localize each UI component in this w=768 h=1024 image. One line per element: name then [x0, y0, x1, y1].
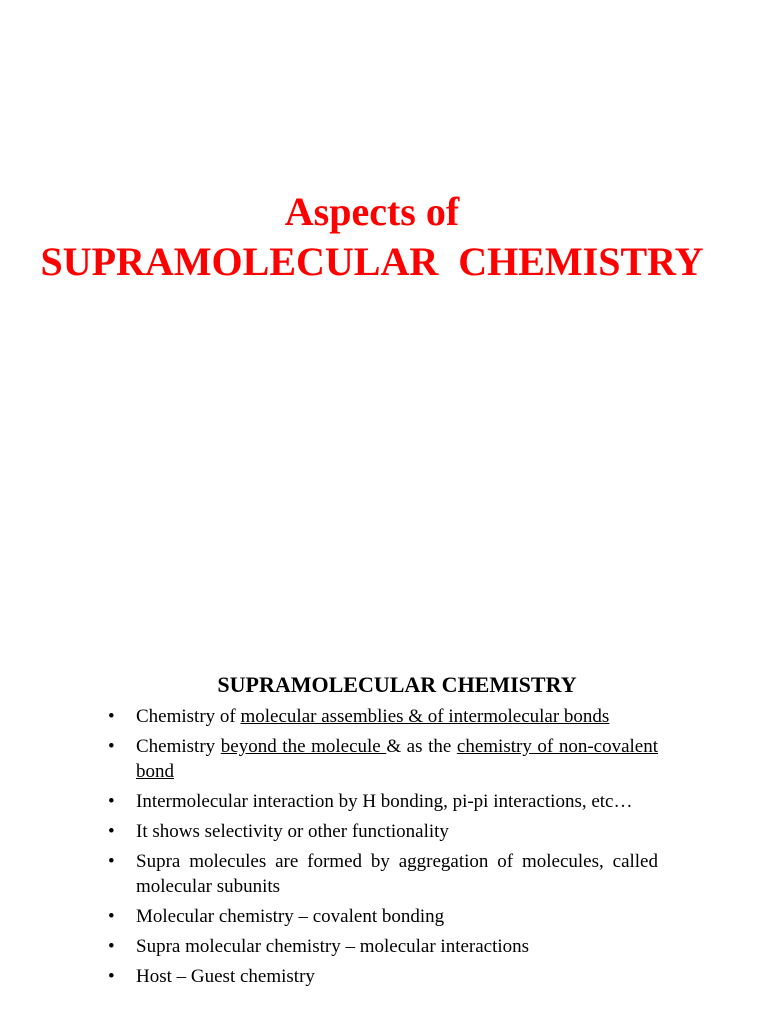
bullet-icon: • — [108, 906, 115, 927]
bullet-text: Host – Guest chemistry — [136, 966, 315, 987]
bullet-text: Chemistry of — [136, 706, 241, 727]
bullet-text: Intermolecular interaction by H bonding, pi-pi interactions, etc… — [136, 791, 633, 812]
bullet-icon: • — [108, 936, 115, 957]
content-slide — [0, 640, 768, 1024]
list-item — [108, 819, 658, 844]
bullet-icon: • — [108, 736, 115, 757]
list-item — [108, 964, 658, 989]
list-item — [108, 849, 658, 899]
bullet-icon: • — [108, 821, 115, 842]
bullet-list — [108, 704, 658, 994]
bullet-text: Supra molecular chemistry – molecular interactions — [136, 936, 530, 957]
bullet-text-underlined: chemistry of non-covalent bond — [136, 736, 659, 782]
slide-title-line-2: SUPRAMOLECULAR CHEMISTRY — [40, 239, 704, 284]
list-item — [108, 734, 658, 784]
slide-title-line-1: Aspects of — [284, 189, 460, 234]
list-item — [108, 789, 658, 814]
slide-heading: SUPRAMOLECULAR CHEMISTRY — [217, 672, 577, 697]
bullet-icon: • — [108, 706, 115, 727]
bullet-text: Chemistry — [136, 736, 221, 757]
list-item — [108, 934, 658, 959]
list-item — [108, 904, 658, 929]
bullet-text: It shows selectivity or other functionality — [136, 821, 449, 842]
bullet-text: Molecular chemistry – covalent bonding — [136, 906, 445, 927]
bullet-text-underlined: beyond the molecule — [220, 736, 387, 757]
list-item — [108, 704, 658, 729]
bullet-icon: • — [108, 851, 115, 872]
bullet-icon: • — [108, 966, 115, 987]
bullet-text-underlined: molecular assemblies & of intermolecular bonds — [240, 706, 610, 727]
bullet-icon: • — [108, 791, 115, 812]
bullet-text: & as the — [386, 736, 457, 757]
bullet-text: Supra molecules are formed by aggregation of molecules, called molecular subunits — [136, 851, 658, 897]
